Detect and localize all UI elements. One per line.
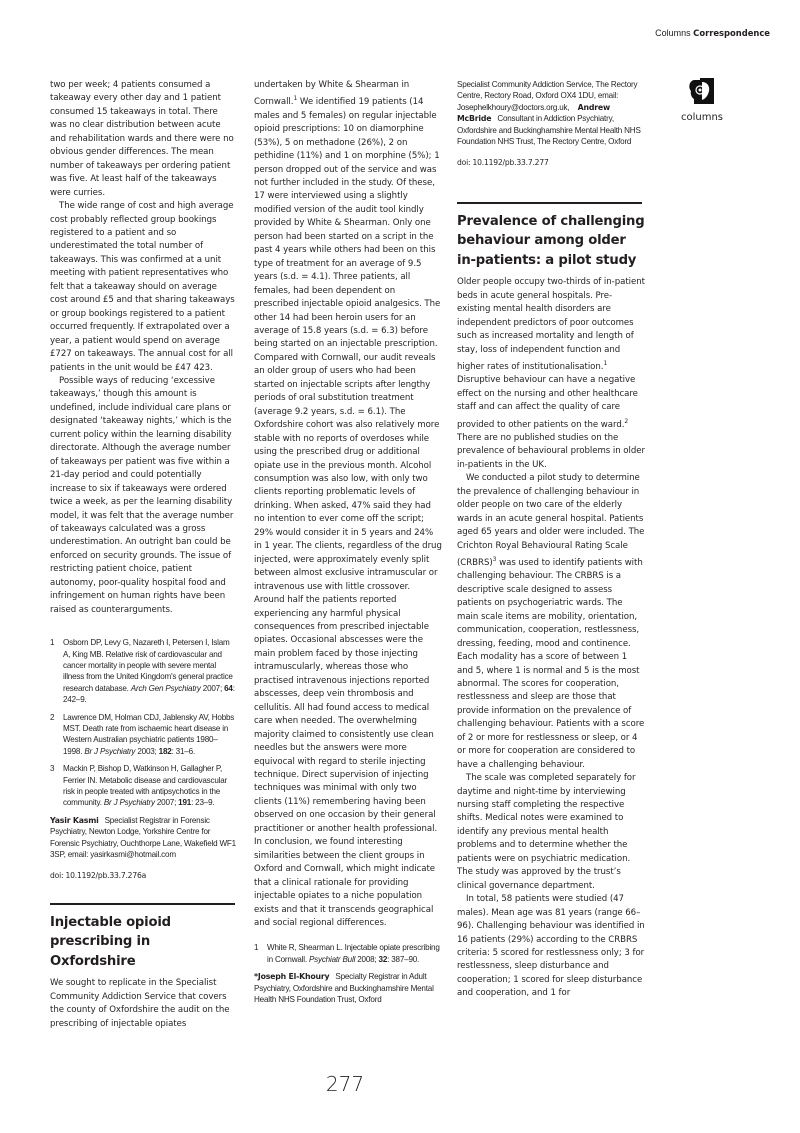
doi-link[interactable]: doi: 10.1192/pb.33.7.277 (457, 158, 549, 168)
column-2-body (254, 79, 442, 930)
paragraph: Older people occupy two-thirds of in-patient beds in acute general hospitals. Pre-existing mental health disorders are independent predictors of poor outcomes such as increased mortality and length of stay, loss of independent function and higher rates of institutionalisation.$^1$ Disruptive behaviour can have a negative effect on the nursing and other healthcare staff and can affect the quality of care provided to other patients on the ward.$^2$ There are no published studies on the prevalence of behavioural problems in older in-patients in the UK. (457, 277, 645, 470)
paragraph: undertaken by White & Shearman in Cornwall.$^1$ We identified 19 patients (14 males and 5 females) on regular injectable opioid prescriptions: 10 on diamorphine (53%), 5 on methadone (26%), 2 on pethidine (11%) and 1 on morphine (5%); 1 person dropped out of the service and was not further included in the study. Of these, 17 were interviewed using a slightly modified version of the audit tool kindly provided by White & Shearman. Only one person had been started on a script in the past 4 years while others had been on this type of treatment for an average of 9.5 years (s.d. = 4.1). Three patients, all females, had been dependent on prescribed injectable opioid analgesics. The other 14 had been heroin users for an average of 15.8 years (s.d. = 6.3) before being started on an injectable prescription. Compared with Cornwall, our audit reveals an older group of users who had been started on injectable scripts after lengthy periods of oral substitution treatment (average 9.2 years, s.d. = 6.1). The Oxfordshire cohort was also relatively more stable with no reports of overdoses while using the prescribed drug or additional opiate use in the previous month. Alcohol consumption was also low, with only two clients reporting problematic levels of drinking. When asked, 47% said they had no intention to ever come off the script; 29% would consider it in 5 years and 24% in 1 year. The clients, regardless of the drug injected, were approximately evenly split between almost exclusive intramuscular or intravenous use with little crossover. Around half the patients reported experiencing any harmful physical consequences from prescribed injectable opiates. Occasional abscesses were the main problem faced by those injecting intramuscularly, whereas those who practised intravenous injections reported abscesses, deep vein thrombosis and cellulitis. All had found access to medical care when needed. The overwhelming majority claimed to consistently use clean needles but the answers were more equivocal with regard to sterile injecting technique. Direct supervision of injecting techniques was minimal with only two clients (11%) remembering having been observed on one occasion by their general practitioner or another health professional. In conclusion, we found interesting similarities between the client groups in Oxford and Cornwall, which might indicate that a clinical rationale for providing injectable opiates to a niche population exists and that it transcends geographical and social regional differences. (254, 80, 442, 928)
article-title: Prevalence of challenging behaviour among older in-patients: a pilot study (457, 213, 645, 268)
column-3 (457, 79, 645, 1001)
paragraph: The scale was completed separately for daytime and night-time by interviewing nursing staff completing the respective shifts. Medical notes were examined to identify any previous mental health problems and to determine whether the patients were on psychiatric medication. The study was approved by the trust’s clinical governance department. (457, 773, 636, 891)
author-name: Andrew McBride (457, 102, 610, 124)
doi-link[interactable]: doi: 10.1192/pb.33.7.276a (50, 871, 147, 881)
reference-item: 1 White R, Shearman L. Injectable opiate prescribing in Cornwall. Psychiatr Bull 2008; 32: 387–90. (254, 943, 440, 964)
column-1-body (50, 79, 236, 617)
page-number: 277 (325, 1072, 365, 1096)
author-affiliation: Specialty Registrar in Adult Psychiatry, Oxfordshire and Buckinghamshire Mental Health NHS Foundation Trust, Oxford (254, 972, 434, 1005)
author-name: Yasir Kasmi (50, 815, 99, 825)
section-divider (457, 202, 642, 203)
article-body (457, 276, 645, 1001)
author-name: *Joseph El-Khoury (254, 972, 330, 982)
column-1-references (50, 637, 236, 860)
author-affiliation: Specialist Registrar in Forensic Psychiatry, Newton Lodge, Yorkshire Centre for Forensic Psychiatry, Ouchthorpe Lane, Wakefield WF1 3SP, email: yasirkasmi@hotmail.com (50, 815, 236, 860)
logo-word: columns (680, 112, 724, 123)
paragraph: We conducted a pilot study to determine the prevalence of challenging behaviour in older people on two care of the elderly wards in an acute general hospital. Patients aged 65 years and older were included. The Crichton Royal Behavioural Rating Scale (CRBRS)$^3$ was used to identify patients with challenging behaviour. The CRBRS is a descriptive scale designed to assess patients on psychogeriatric wards. The main scale items are mobility, orientation, communication, cooperation, restlessness, dressing, feeding, mood and continence. Each modality has a score of between 1 and 5, where 1 is normal and 5 is the most abnormal. The scores for cooperation, restlessness and sleep are those that provide information on the prevalence of challenging behaviour. Patients with a score of 2 or more for restlessness or sleep, or 4 or more for cooperation are considered to have a challenging behaviour. (457, 473, 645, 770)
header-subsection: Correspondence (693, 28, 770, 38)
column-1 (50, 79, 236, 1031)
paragraph: The wide range of cost and high average cost probably reflected group bookings registered to a patient and so underestimated the total number of takeaways. This was confirmed at a unit meeting with patient representatives who felt that a takeaway should on average cost around £5 and that sharing takeaways or group bookings registered to a patient occurred frequently. If extrapolated over a year, a patient would spend on average £727 on takeaways. The annual cost for all patients in the unit would be £47 423. (50, 201, 235, 373)
column-2 (254, 79, 442, 1005)
reference-item: 3 Mackin P, Bishop D, Watkinson H, Gallagher P, Ferrier IN. Metabolic disease and cardiovascular risk in people treated with antipsychotics in the community. Br J Psychiatry 2007; 191: 23–9. (50, 764, 228, 808)
reference-item: 1 Osborn DP, Levy G, Nazareth I, Petersen I, Islam A, King MB. Relative risk of cardiovascular and cancer mortality in people with severe mental illness from the United Kingdom's general practice research database. Arch Gen Psychiatry 2007; 64: 242–9. (50, 638, 235, 705)
section-divider (50, 903, 235, 904)
columns-logo (672, 76, 732, 123)
reference-item: 2 Lawrence DM, Holman CDJ, Jablensky AV, Hobbs MST. Death rate from ischaemic heart disease in Western Australian psychiatric patients 1980–1998. Br J Psychiatry 2003; 182: 31–6. (50, 712, 235, 756)
paragraph: In total, 58 patients were studied (47 males). Mean age was 81 years (range 66–96). Challenging behaviour was identified in 16 patients (29%) according to the CRBRS criteria: 5 scored for restlessness only; 3 for restlessness, sleep disturbance and cooperation; 1 scored for sleep disturbance and cooperation, and 1 for (457, 894, 645, 999)
article-body (50, 977, 236, 1031)
running-header (655, 28, 770, 38)
author-affiliation: Consultant in Addiction Psychiatry, Oxfordshire and Buckinghamshire Mental Health NHS Foundation NHS Trust, The Rectory Centre, Oxford (457, 114, 641, 147)
paragraph: We sought to replicate in the Specialist Community Addiction Service that covers the county of Oxfordshire the audit on the prescribing of injectable opiates (50, 978, 230, 1029)
paragraph: two per week; 4 patients consumed a takeaway every other day and 1 patient consumed 15 takeaways in total. There was no clear distribution between acute and rehabilitation wards and there were no obvious gender differences. The mean number of takeaways per ordering patient was five. At least half of the takeaways were curries. (50, 80, 234, 198)
column-3-address: Specialist Community Addiction Service, The Rectory Centre, Rectory Road, Oxford OX4 1DU, email: Josephelkhoury@doctors.org.uk, Andrew McBride Consultant in Addiction Psychiatry, Oxfordshire and Buckinghamshire Mental Health NHS Foundation NHS Trust, The Rectory Centre, Oxford (457, 80, 641, 147)
column-2-references (254, 942, 442, 1005)
columns-logo-icon (688, 76, 716, 106)
author-block (50, 815, 236, 861)
author-block (254, 971, 442, 1005)
paragraph: Possible ways of reducing ‘excessive takeaways,’ though this amount is undefined, include individual care plans or designated ‘takeaway nights,’ which is the current policy within the learning disability directorate. Although the average number of takeaways per patient was five within a 21-day period and could potentially increase to six if takeaways were ordered twice a week, as per the learning disability model, it was felt that the average number of takeaways calculated was a gross underestimation. An outright ban could be enforced on security grounds. The issue of restricting patient choice, patient autonomy, poor-quality hospital food and infringement on human rights have been raised as counterarguments. (50, 375, 234, 615)
article-title: Injectable opioid prescribing in Oxfordshire (50, 914, 171, 969)
header-section: Columns (655, 28, 691, 38)
